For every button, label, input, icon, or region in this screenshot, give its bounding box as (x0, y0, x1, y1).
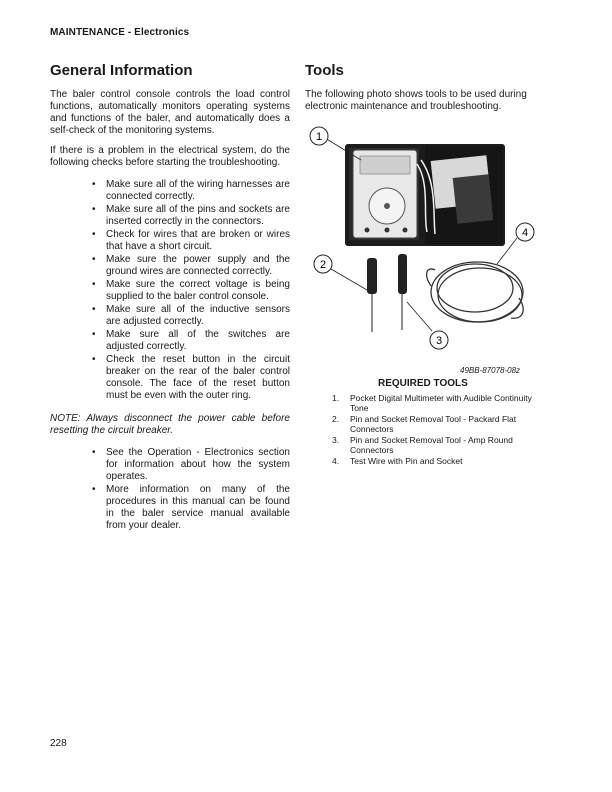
tools-column (305, 62, 560, 121)
list-item: • Make sure the correct voltage is being supplied to the baler control console. (92, 279, 290, 302)
intro-paragraph: The baler control console controls the load control functions, automatically monitors operating systems and functions of the baler, and automatically does a self-check of the monitoring systems. (50, 89, 290, 136)
list-item: • More information on many of the procedures in this manual can be found in the baler service manual available from your dealer. (92, 484, 290, 531)
multimeter (353, 150, 417, 238)
list-item: 1. Pocket Digital Multimeter with Audible Continuity Tone (332, 393, 532, 413)
more-info-list (50, 447, 290, 532)
callout-1 (310, 127, 361, 160)
callout-2 (314, 255, 367, 290)
checks-intro-paragraph: If there is a problem in the electrical system, do the following checks before starting the troubleshooting. (50, 145, 290, 168)
safety-note: NOTE: Always disconnect the power cable before resetting the circuit breaker. (50, 413, 290, 436)
list-item: • Make sure all of the switches are adjusted correctly. (92, 329, 290, 352)
list-item: • Check for wires that are broken or wires that have a short circuit. (92, 229, 290, 252)
required-tools-title: REQUIRED TOOLS (378, 378, 468, 389)
checks-list (50, 179, 290, 402)
tools-intro-paragraph: The following photo shows tools to be used during electronic maintenance and troubleshooting. (305, 89, 527, 112)
svg-text:2: 2 (319, 259, 327, 271)
figure-caption: 49BB-87078-08z (460, 366, 521, 375)
svg-text:1: 1 (315, 131, 323, 143)
list-item: 3. Pin and Socket Removal Tool - Amp Round Connectors (332, 435, 513, 455)
list-item: • Make sure all of the inductive sensors are adjusted correctly. (92, 304, 290, 327)
packard-removal-tool (367, 258, 377, 332)
list-item: 2. Pin and Socket Removal Tool - Packard Flat Connectors (332, 414, 517, 434)
page-number: 228 (50, 738, 67, 749)
tools-photo (305, 124, 560, 364)
required-tools-list (332, 394, 552, 469)
general-information-title: General Information (50, 62, 193, 79)
test-wire (427, 262, 524, 322)
tools-title: Tools (305, 62, 344, 79)
callout-3 (407, 302, 448, 349)
section-header: MAINTENANCE - Electronics (50, 27, 190, 38)
svg-text:3: 3 (435, 335, 443, 347)
list-item: • Make sure all of the wiring harnesses are connected correctly. (92, 179, 290, 202)
list-item: • Make sure all of the pins and sockets are inserted correctly in the connectors. (92, 204, 290, 227)
general-information-column (50, 62, 290, 533)
list-item: • Check the reset button in the circuit breaker on the rear of the baler control console. The face of the reset button must be even with the outer ring. (92, 354, 290, 401)
list-item: • Make sure the power supply and the ground wires are connected correctly. (92, 254, 290, 277)
svg-text:4: 4 (521, 227, 529, 239)
amp-removal-tool (398, 254, 407, 330)
list-item: • See the Operation - Electronics section for information about how the system operates. (92, 447, 290, 482)
list-item: 4. Test Wire with Pin and Socket (332, 456, 463, 466)
